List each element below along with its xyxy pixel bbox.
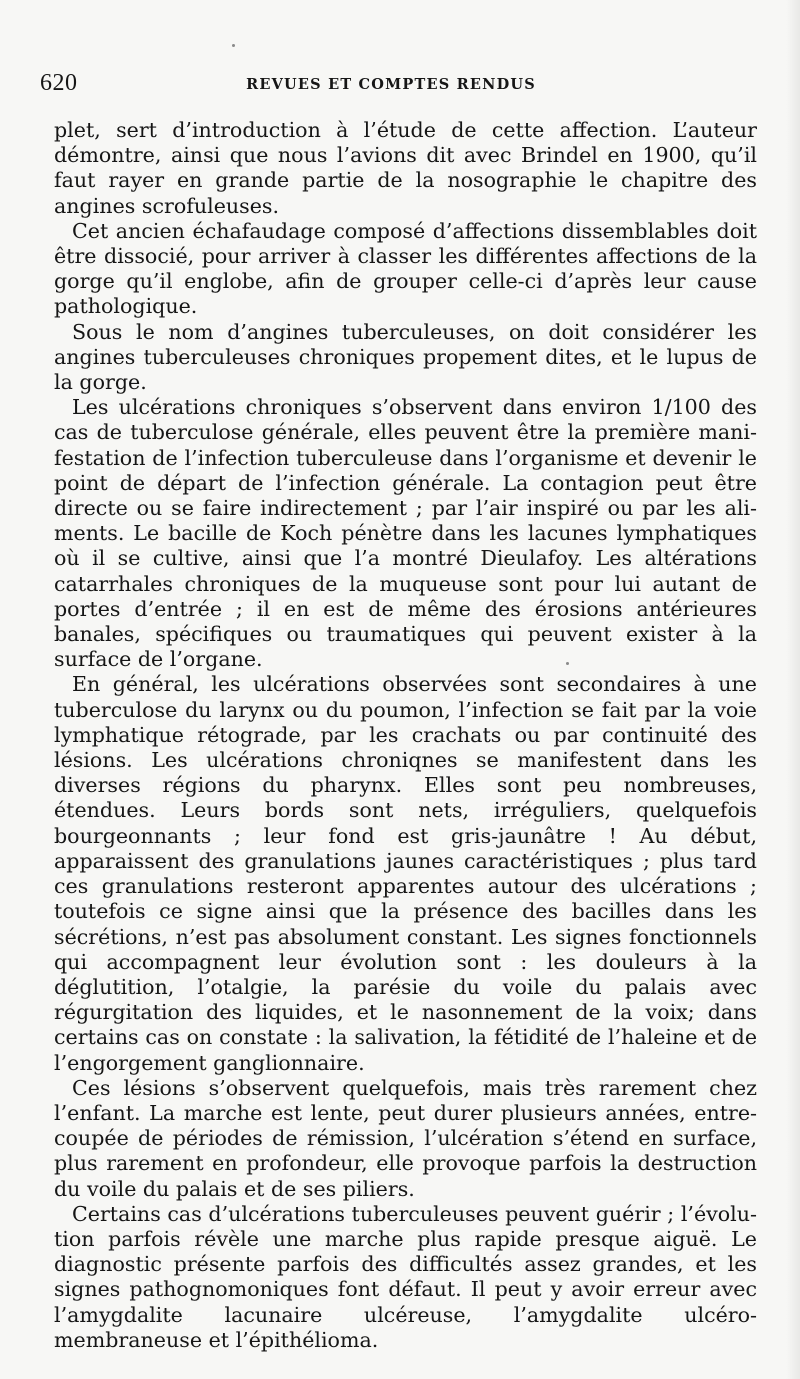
running-title: REVUES ET COMPTES RENDUS [246,76,536,93]
paragraph-1: plet, sert d’introduction à l’étude de cette affection. L’auteur démontre, ainsi que nous l’avions dit avec Brindel en 1900, qu’il faut rayer en grande partie de la nosographie le chapitre des angines scrofuleuses. [54,118,757,218]
paragraph-2: Cet ancien échafaudage composé d’affections dissemblables doit être dissocié, pour arriver à classer les différentes affections de la gorge qu’il englobe, afin de grouper celle-ci d’après leur cause pathologique. [54,218,757,319]
paragraph-5: En général, les ulcérations observées sont secondaires à une tuberculose du larynx ou du poumon, l’infection se fait par la voie lymphatique rétograde, par les crachats ou par continuité des lésions. Les ulcérations chroniqnes se manifestent dans les diverses régions du pharynx. Elles sont peu nombreuses, étendues. Leurs bords sont nets, irréguliers, quelquefois bourgeonnants ; leur fond est gris-jaunâtre ! Au début, apparaissent des granulations jaunes caractéristiques ; plus tard ces granulations resteront apparentes autour des ulcérations ; toutefois ce signe ainsi que la présence des bacilles dans les sécrétions, n’est pas absolument constant. Les signes fonctionnels qui accompagnent leur évolution sont : les douleurs à la déglutition, l’otalgie, la parésie du voile du palais avec régurgitation des liquides, et le nasonnement de la voix; dans certains cas on constate : la salivation, la fétidité de l’haleine et de l’engorgement ganglionnaire. [54,672,757,1075]
page-header [40,70,742,104]
paragraph-3: Sous le nom d’angines tuberculeuses, on doit considérer les angines tuberculeuses chroniques propement dites, et le lupus de la gorge. [54,319,757,395]
paragraph-6: Ces lésions s’observent quelquefois, mais très rarement chez l’enfant. La marche est lente, peut durer plusieurs années, entrecoupée de périodes de rémission, l’ulcération s’étend en surface, plus rarement en profondeur, elle provoque parfois la destruction du voile du palais et de ses piliers. [54,1075,757,1201]
page-number: 620 [40,70,78,96]
print-speck [232,44,235,47]
article-body [54,118,757,1353]
print-speck [566,662,569,665]
paragraph-7: Certains cas d’ulcérations tuberculeuses peuvent guérir ; l’évolution parfois révèle une marche plus rapide presque aiguë. Le diagnostic présente parfois des difficultés assez grandes, et les signes pathognomoniques font défaut. Il peut y avoir erreur avec l’amygdalite lacunaire ulcéreuse, l’amygdalite ulcéro-membraneuse et l’épithélioma. [54,1201,757,1352]
page-edge-shadow [786,0,800,1379]
paragraph-4: Les ulcérations chroniques s’observent dans environ 1/100 des cas de tuberculose générale, elles peuvent être la première manifestation de l’infection tuberculeuse dans l’organisme et devenir le point de départ de l’infection générale. La contagion peut être directe ou se faire indirectement ; par l’air inspiré ou par les aliments. Le bacille de Koch pénètre dans les lacunes lymphatiques où il se cultive, ainsi que l’a montré Dieulafoy. Les altérations catarrhales chroniques de la muqueuse sont pour lui autant de portes d’entrée ; il en est de même des érosions antérieures banales, spécifiques ou traumatiques qui peuvent exister à la surface de l’organe. [54,395,757,672]
